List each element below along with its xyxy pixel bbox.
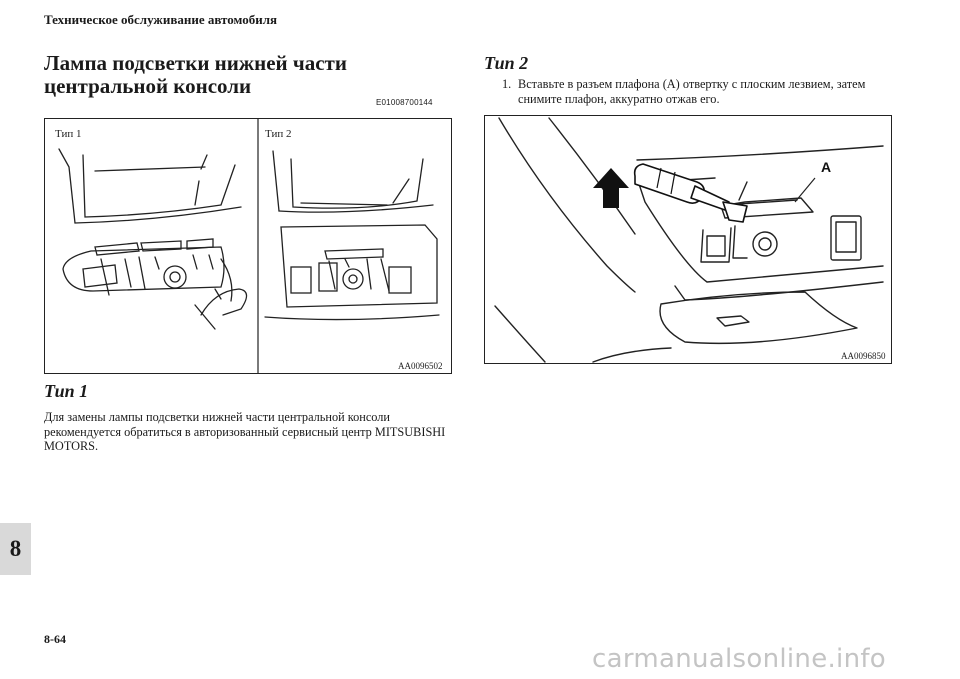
type2-step-1 [502,77,902,106]
figure-type2-removal [484,115,892,364]
figure2-code: AA0096850 [841,351,886,361]
chapter-number: 8 [9,536,22,561]
type1-heading: Тип 1 [44,381,89,401]
figure1-label-type1: Тип 1 [55,128,82,140]
page-number: 8-64 [44,632,66,646]
figure1-label-type2: Тип 2 [265,128,292,140]
figure-type2-illustration [485,116,891,363]
running-header: Техническое обслуживание автомобиля [44,12,278,27]
type1-paragraph: Для замены лампы подсветки нижней части центральной консоли рекомендуется обратиться в авторизованный сервисный центр MITSUBISHI MOTORS. [44,410,446,453]
figure-type1-type2-illustration [45,119,451,373]
document-code: E01008700144 [376,98,433,107]
section-title: Лампа подсветки нижней части центральной консоли [44,51,347,98]
type2-heading: Тип 2 [484,53,529,73]
step-number: 1. [502,77,512,91]
plafond-label-a: A [821,159,832,175]
watermark: carmanualsonline.info [592,644,887,674]
figure-type1-type2 [44,118,452,374]
step-text: Вставьте в разъем плафона (A) отвертку с плоским лезвием, затем снимите плафон, аккуратно отжав его. [518,77,866,106]
figure1-code: AA0096502 [398,361,443,371]
